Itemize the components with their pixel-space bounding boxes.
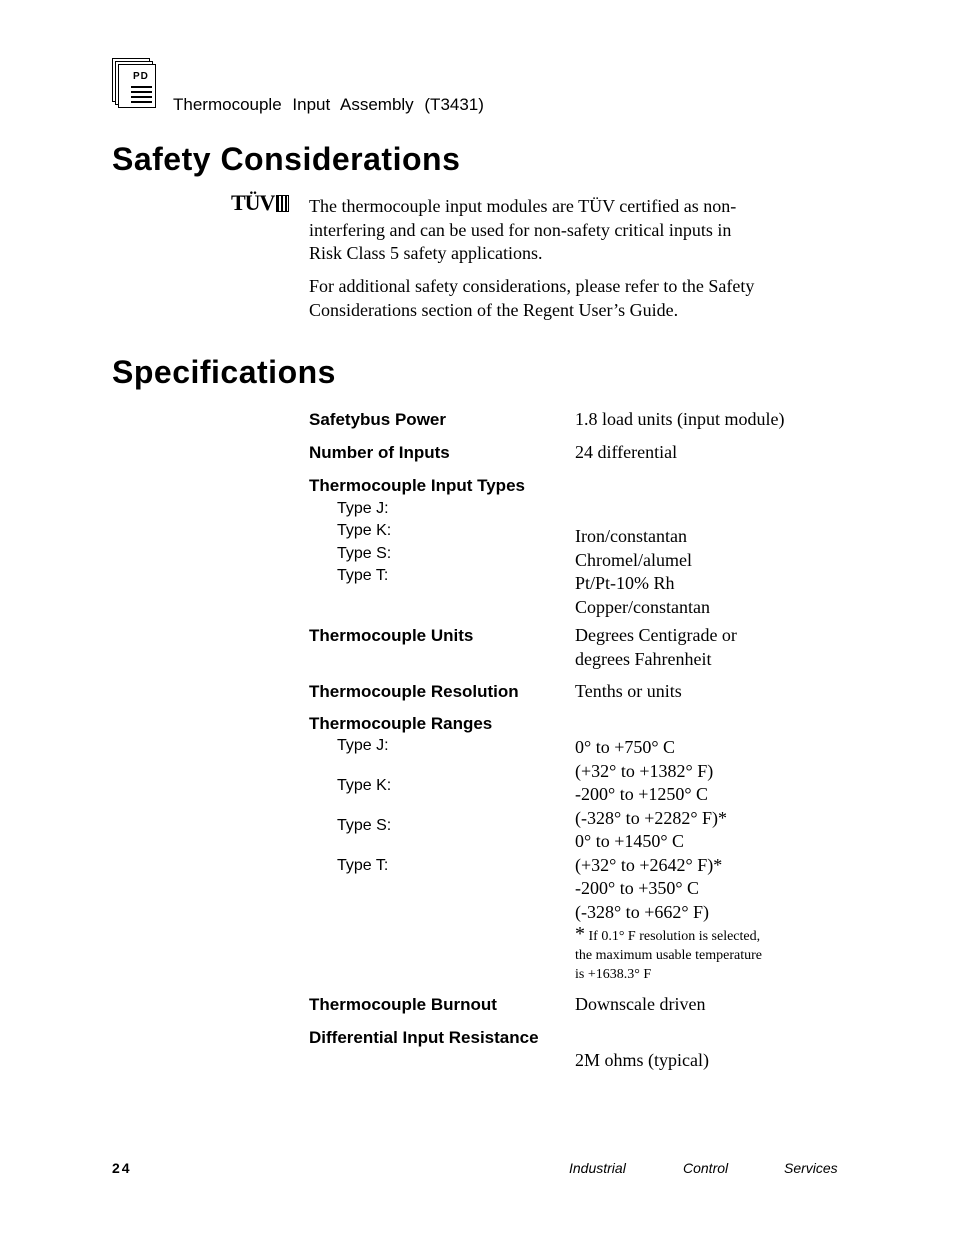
input-type-k: Type K: (337, 522, 392, 539)
pd-logo (112, 58, 156, 110)
range-value: (+32° to +2642° F)* (575, 854, 723, 875)
footnote-line: is +1638.3° F (575, 967, 652, 982)
input-type-j: Type J: (337, 500, 389, 517)
footer-word-services: Services (784, 1160, 838, 1176)
paragraph-line: interfering and can be used for non-safety critical inputs in (309, 219, 732, 240)
input-type-s: Type S: (337, 545, 392, 562)
tuv-certification-mark (231, 190, 289, 216)
ranges-footnote (575, 925, 762, 984)
input-type-value: Copper/constantan (575, 596, 710, 617)
input-type-value: Iron/constantan (575, 526, 687, 546)
section-title-specifications: Specifications (112, 354, 336, 390)
range-value: (+32° to +1382° F) (575, 760, 714, 781)
input-type-value: Pt/Pt-10% Rh (575, 573, 675, 593)
spec-label-units: Thermocouple Units (309, 626, 474, 645)
spec-label-input-types: Thermocouple Input Types (309, 476, 525, 495)
paragraph-line: For additional safety considerations, please refer to the Safety (309, 276, 755, 296)
range-type-j: Type J: (337, 737, 389, 754)
spec-value-resolution: Tenths or units (575, 681, 682, 701)
units-value-line: degrees Fahrenheit (575, 648, 712, 669)
logo-line (131, 101, 152, 103)
paragraph-line: Considerations section of the Regent User’s Guide. (309, 299, 679, 320)
page-number: 24 (112, 1160, 132, 1176)
range-value: 0° to +1450° C (575, 831, 685, 851)
footnote-line: the maximum usable temperature (575, 948, 762, 963)
range-value: 0° to +750° C (575, 737, 676, 757)
range-value: (-328° to +662° F) (575, 901, 710, 922)
logo-line (131, 91, 152, 93)
footnote-asterisk: * (575, 923, 585, 945)
safety-paragraph-2 (309, 275, 849, 322)
spec-label-resolution: Thermocouple Resolution (309, 682, 519, 701)
spec-label-safetybus-power: Safetybus Power (309, 410, 446, 429)
spec-value-input-types (575, 525, 710, 619)
spec-value-burnout: Downscale driven (575, 994, 706, 1014)
spec-label-input-resistance: Differential Input Resistance (309, 1028, 539, 1047)
paragraph-line: The thermocouple input modules are TÜV certified as non- (309, 196, 737, 216)
spec-value-number-of-inputs: 24 differential (575, 442, 678, 462)
paragraph-line: Risk Class 5 safety applications. (309, 243, 543, 263)
spec-label-ranges: Thermocouple Ranges (309, 714, 493, 733)
range-value: (-328° to +2282° F)* (575, 807, 728, 828)
tuv-mark-text: TÜV (231, 190, 275, 215)
spec-value-input-resistance: 2M ohms (typical) (575, 1050, 709, 1070)
spec-value-units (575, 624, 737, 671)
spec-label-number-of-inputs: Number of Inputs (309, 443, 450, 462)
section-title-safety: Safety Considerations (112, 141, 461, 177)
logo-line (131, 96, 152, 98)
spec-value-ranges (575, 736, 727, 924)
input-type-value: Chromel/alumel (575, 549, 692, 570)
range-value: -200° to +1250° C (575, 784, 709, 804)
footnote-line (575, 925, 762, 946)
range-type-t: Type T: (337, 857, 389, 874)
running-head: Thermocouple Input Assembly (T3431) (173, 95, 484, 114)
spec-label-burnout: Thermocouple Burnout (309, 995, 497, 1014)
input-type-t: Type T: (337, 567, 389, 584)
range-value: -200° to +350° C (575, 878, 700, 898)
tuv-logo-icon (276, 195, 289, 212)
range-type-s: Type S: (337, 817, 392, 834)
logo-line (131, 86, 152, 88)
footer-word-industrial: Industrial (569, 1160, 626, 1176)
units-value-line: Degrees Centigrade or (575, 625, 737, 645)
footer-word-control: Control (683, 1160, 729, 1176)
safety-paragraph-1 (309, 195, 849, 266)
spec-value-safetybus-power: 1.8 load units (input module) (575, 409, 785, 429)
logo-text: PD (133, 71, 149, 82)
footnote-text: If 0.1° F resolution is selected, (588, 929, 761, 944)
range-type-k: Type K: (337, 777, 392, 794)
